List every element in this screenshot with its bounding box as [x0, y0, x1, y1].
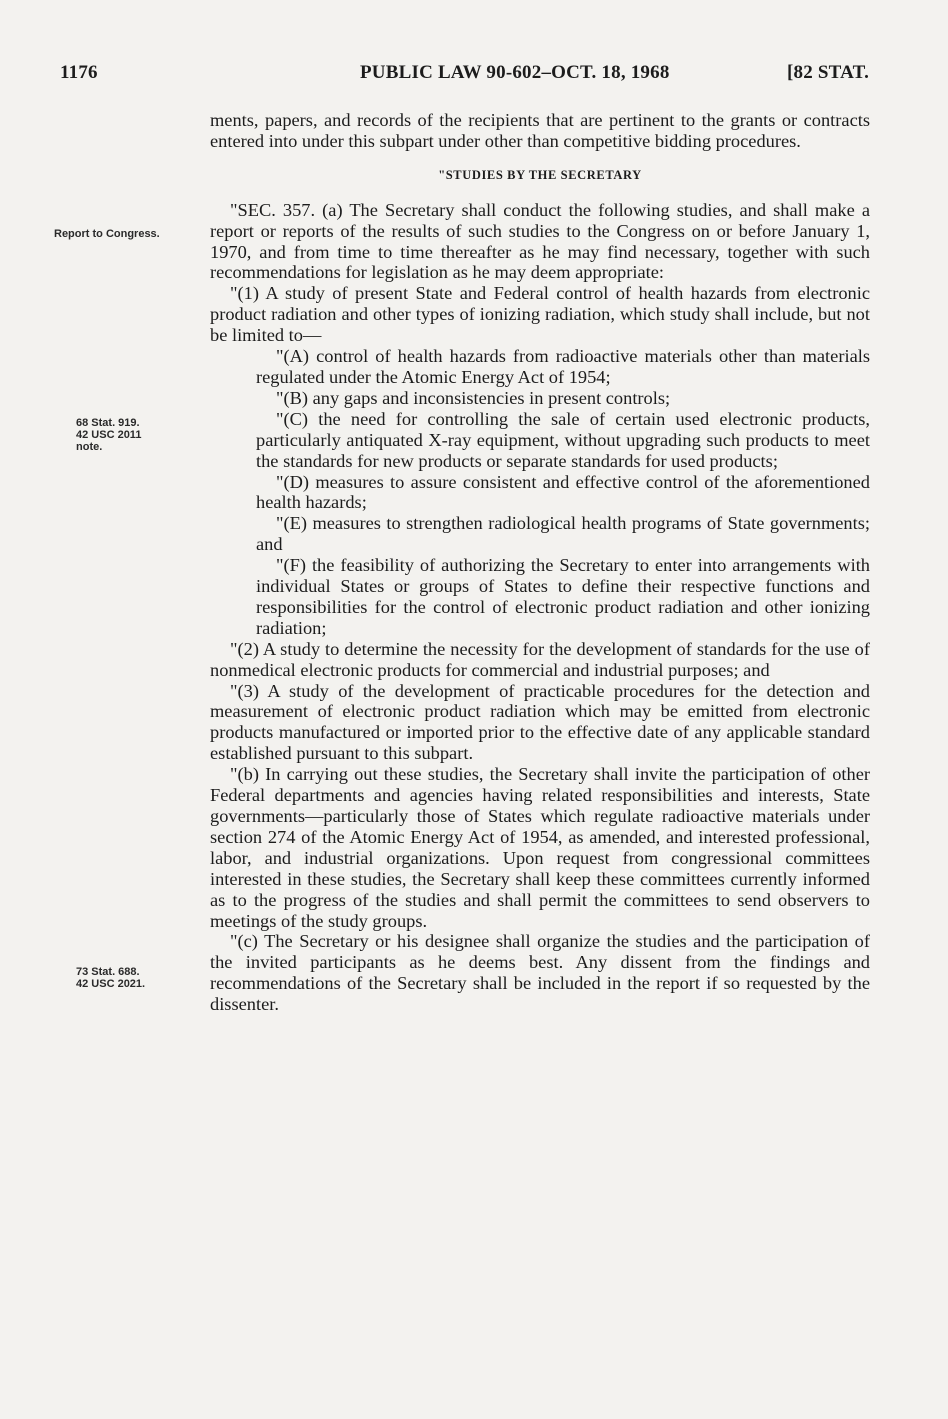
margin-note-citation-2 [76, 966, 206, 990]
paragraph-3: "(3) A study of the development of practicable procedures for the detection and measurement of electronic product radiation which may be emitted from electronic products manufactured or imported prior to the effective date of any applicable standard established pursuant to this subpart. [210, 680, 870, 764]
citation-line: 68 Stat. 919. [76, 417, 140, 429]
margin-note-report: Report to Congress. [54, 228, 160, 240]
intro-paragraph: ments, papers, and records of the recipients that are pertinent to the grants or contracts entered into under this subpart under other than competitive bidding procedures. [210, 110, 870, 151]
subparagraph-c: "(C) the need for controlling the sale of certain used electronic products, particularly antiquated X-ray equipment, without upgrading such products to meet the standards for new products or separate standards for used products; [256, 408, 870, 471]
section-357-paragraph: "SEC. 357. (a) The Secretary shall conduct the following studies, and shall make a report or reports of the results of such studies to the Congress on or before January 1, 1970, and from time to time thereafter as he may find necessary, together with such recommendations for legislation as he may deem appropriate: [210, 199, 870, 283]
page-title: PUBLIC LAW 90-602–OCT. 18, 1968 [360, 62, 670, 83]
subparagraph-b: "(B) any gaps and inconsistencies in present controls; [276, 387, 671, 408]
subparagraph-d: "(D) measures to assure consistent and effective control of the aforementioned health hazards; [256, 471, 870, 513]
volume-label: [82 STAT. [787, 62, 870, 83]
citation-line: 42 USC 2011 [76, 429, 142, 441]
subsection-c: "(c) The Secretary or his designee shall organize the studies and the participation of the invited participants as he deems best. Any dissent from the findings and recommendations of the Secretary shall be included in the report if so requested by the dissenter. [210, 931, 870, 1015]
paragraph-1: "(1) A study of present State and Federal control of health hazards from electronic product radiation and other types of ionizing radiation, which study shall include, but not be limited to— [210, 283, 870, 346]
paragraph-2: "(2) A study to determine the necessity for the development of standards for the use of nonmedical electronic products for commercial and industrial purposes; and [210, 638, 870, 680]
margin-note-citation-1 [76, 417, 206, 453]
citation-line: note. [76, 441, 103, 453]
body-text [210, 110, 870, 1015]
citation-line: 73 Stat. 688. [76, 966, 140, 978]
page-number: 1176 [60, 62, 98, 83]
citation-line: 42 USC 2021. [76, 978, 146, 990]
section-heading: "STUDIES BY THE SECRETARY [438, 167, 642, 182]
subparagraph-e: "(E) measures to strengthen radiological health programs of State governments; and [256, 513, 870, 555]
subparagraph-a: "(A) control of health hazards from radioactive materials other than materials regulated under the Atomic Energy Act of 1954; [256, 346, 870, 387]
subsection-b: "(b) In carrying out these studies, the Secretary shall invite the participation of other Federal departments and agencies having related responsibilities and interests, State governments—particularly those of States which regulate radioactive materials under section 274 of the Atomic Energy Act of 1954, as amended, and interested professional, labor, and industrial organizations. Upon request from congressional committees interested in these studies, the Secretary shall keep these committees currently informed as to the progress of the studies and shall permit the committees to send observers to meetings of the study groups. [210, 764, 870, 931]
subparagraph-f: "(F) the feasibility of authorizing the Secretary to enter into arrangements with individual States or groups of States to define their respective functions and responsibilities for the control of electronic product radiation and other ionizing radiation; [256, 555, 870, 638]
